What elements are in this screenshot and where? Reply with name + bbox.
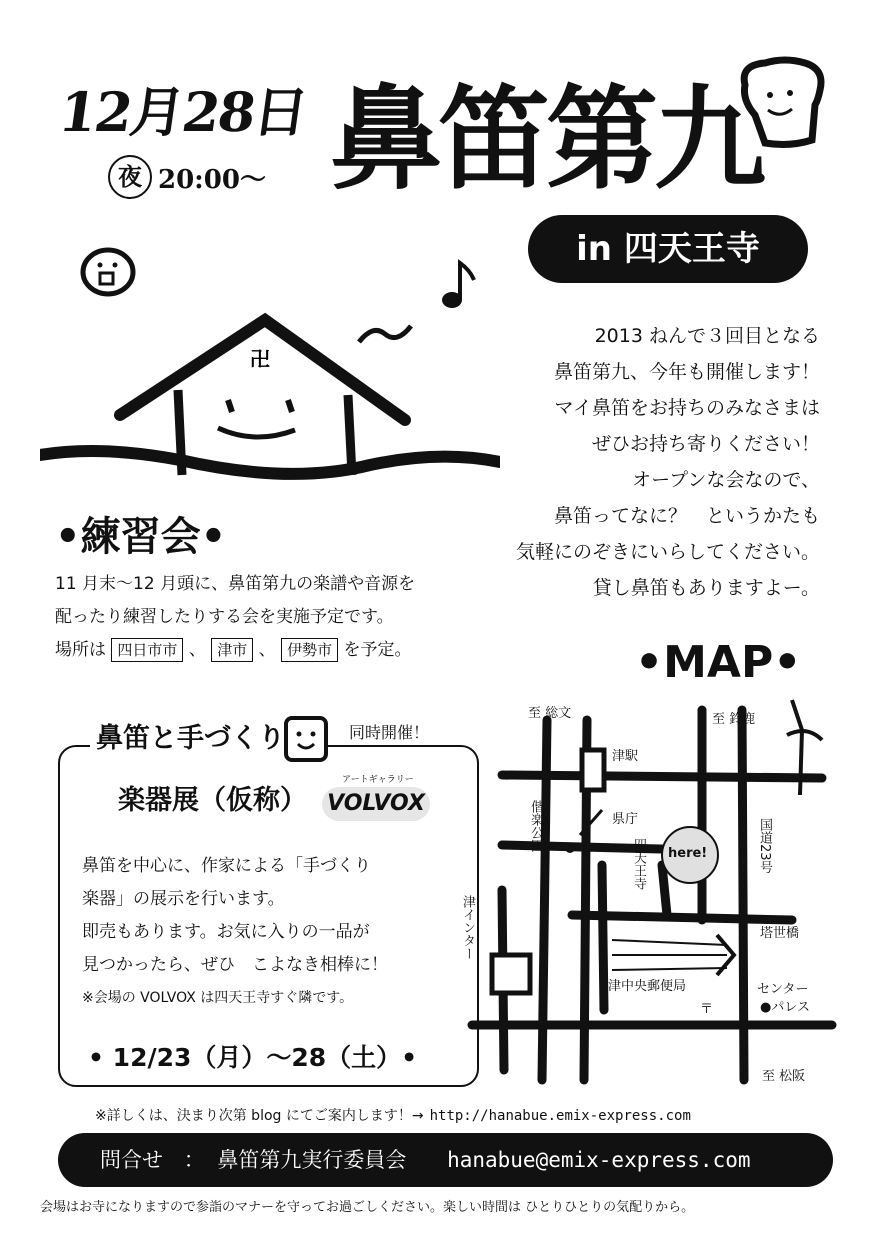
- label-post-office: 津中央郵便局: [608, 979, 687, 994]
- separator: 、: [258, 640, 276, 660]
- label-palace: ●パレス: [760, 1000, 810, 1015]
- contact-label: 問合せ: [100, 1148, 163, 1172]
- exhibit-dates: • 12/23（月）〜28（土）•: [88, 1043, 418, 1072]
- label-tsu-inter: 津インター: [460, 895, 475, 960]
- night-mark: 夜: [108, 155, 152, 199]
- venue-badge: in 四天王寺: [528, 215, 808, 283]
- exhibit-line: 楽器」の展示を行います。: [82, 889, 285, 909]
- practice-line-places: [55, 634, 515, 667]
- exhibit-line: 見つかったら、ぜひ こよなき相棒に！: [82, 955, 388, 975]
- intro-text: [480, 318, 820, 606]
- exhibit-line: 鼻笛を中心に、作家による「手づくり: [82, 856, 371, 876]
- start-time: 20:00〜: [158, 164, 266, 195]
- label-kairaku: 偕楽公園: [528, 800, 543, 852]
- bread-face-icon: [730, 55, 830, 150]
- event-date: 12月28日: [55, 80, 311, 144]
- label-kencho: 県庁: [612, 812, 639, 827]
- practice-line: 11 月末〜12 月頭に、鼻笛第九の楽譜や音源を: [55, 574, 416, 594]
- practice-title: •練習会•: [55, 514, 227, 560]
- small-face-icon: [78, 245, 138, 300]
- places-prefix: 場所は: [55, 640, 106, 660]
- exhibit-title-line1: 鼻笛と手づくり: [90, 716, 291, 755]
- gallery-subtitle: アートギャラリー: [342, 775, 414, 785]
- post-mark-icon: 〒: [700, 1002, 714, 1017]
- footer-note: 会場はお寺になりますので参詣のマナーを守ってお過ごしください。楽しい時間は ひとりひとりの気配りから。: [40, 1200, 695, 1215]
- details-text: ※詳しくは、決まり次第 blog にてご案内します！→: [95, 1108, 424, 1124]
- city-yokkaichi: 四日市市: [111, 638, 183, 662]
- contact-colon: ：: [183, 1148, 205, 1172]
- blog-url[interactable]: http://hanabue.emix-express.com: [429, 1108, 691, 1124]
- label-center: センター: [757, 982, 809, 997]
- label-matsusaka: 至 松阪: [762, 1069, 806, 1084]
- label-tsu-station: 津駅: [612, 749, 639, 764]
- event-time: [108, 155, 266, 199]
- intro-line: 鼻笛第九、今年も開催します！: [553, 361, 820, 383]
- city-ise: 伊勢市: [281, 638, 338, 662]
- intro-line: 貸し鼻笛もありますよー。: [592, 577, 820, 599]
- access-map: [462, 690, 842, 1090]
- label-souhun: 至 総文: [528, 706, 572, 721]
- event-title: 鼻笛第九: [330, 74, 762, 205]
- places-suffix: を予定。: [343, 640, 412, 660]
- intro-line: マイ鼻笛をお持ちのみなさまは: [554, 397, 820, 419]
- exhibit-note: ※会場の VOLVOX は四天王寺すぐ隣です。: [82, 990, 354, 1006]
- exhibit-title-line2: 楽器展（仮称）: [118, 785, 307, 816]
- exhibit-line: 即売もあります。お気に入りの一品が: [82, 922, 370, 942]
- map-title: •MAP•: [635, 637, 802, 688]
- label-route23: 国道23号: [757, 818, 772, 874]
- label-suzuka: 至 鈴鹿: [712, 712, 756, 727]
- practice-line: 配ったり練習したりする会を実施予定です。: [55, 607, 394, 627]
- exhibit-body: [82, 850, 462, 1015]
- simultaneous-label: 同時開催！: [345, 720, 433, 743]
- gallery-logo: VOLVOX: [322, 787, 430, 821]
- square-face-icon: [280, 712, 332, 764]
- city-tsu: 津市: [211, 638, 253, 662]
- intro-line: ぜひお持ち寄りください！: [591, 433, 820, 455]
- intro-line: 気軽にのぞきにいらしてください。: [515, 541, 820, 563]
- details-line: [95, 1105, 691, 1125]
- practice-text: [55, 568, 515, 667]
- intro-line: 2013 ねんで３回目となる: [594, 325, 820, 347]
- svg-text:卍: 卍: [250, 347, 270, 371]
- label-tousebashi: 塔世橋: [760, 926, 800, 941]
- contact-org: 鼻笛第九実行委員会: [217, 1148, 407, 1172]
- contact-email[interactable]: hanabue@emix-express.com: [447, 1148, 751, 1172]
- separator: 、: [188, 640, 206, 660]
- contact-bar: [58, 1133, 833, 1187]
- intro-line: オープンな会なので、: [632, 469, 820, 491]
- label-here: here!: [668, 846, 708, 861]
- label-shitennoji: 四天王寺: [631, 838, 646, 890]
- temple-face-icon: [40, 300, 500, 495]
- intro-line: 鼻笛ってなに？ というかたも: [553, 505, 820, 527]
